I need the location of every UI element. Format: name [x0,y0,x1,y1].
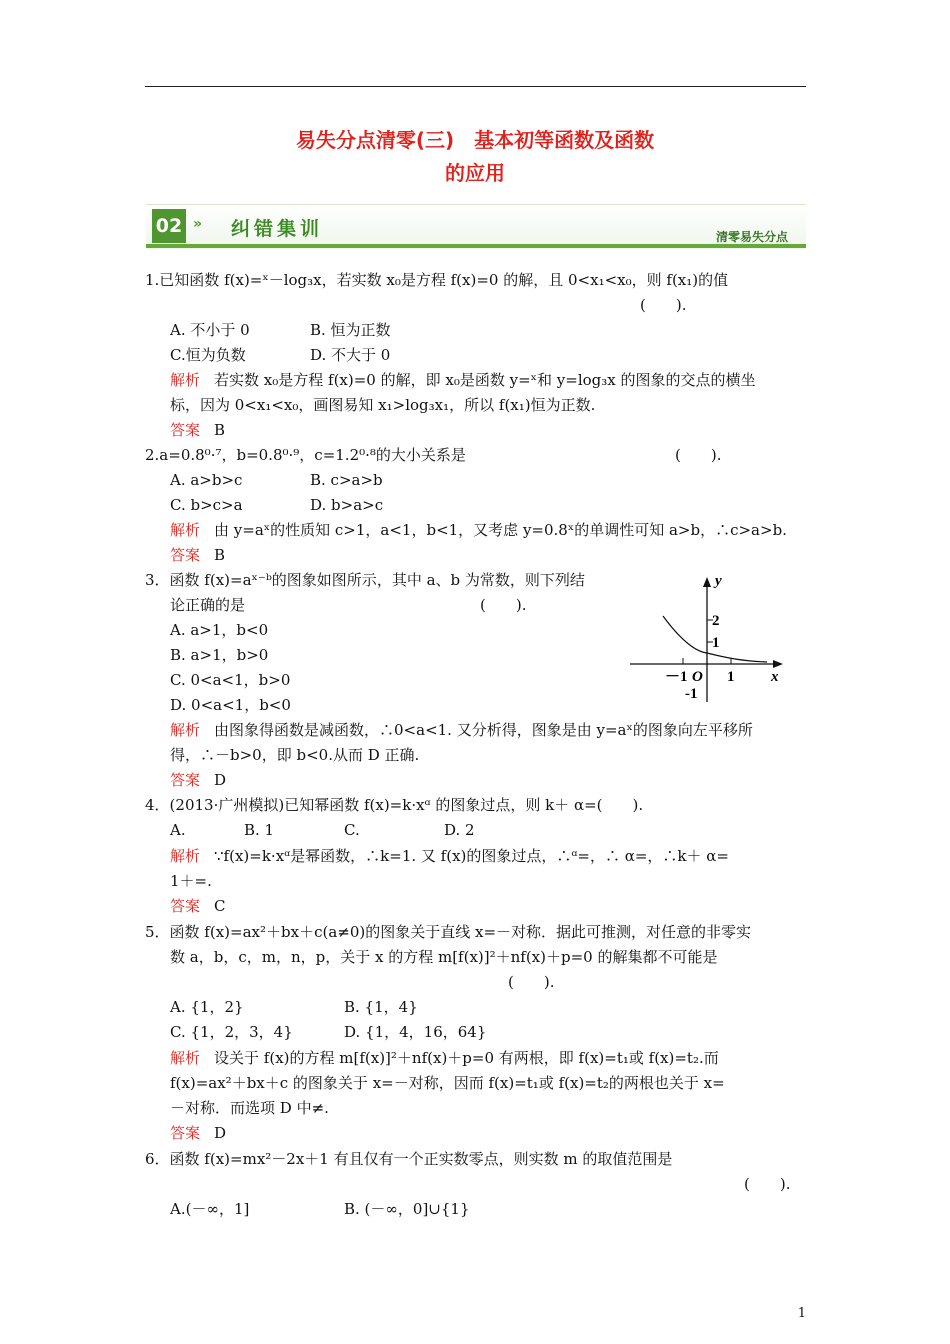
q1-analysis-line1: 解析 若实数 x₀是方程 f(x)=0 的解，即 x₀是函数 y=ˣ和 y=log₃x 的图象的交点的横坐 [170,371,756,389]
answer-label: 答案 [170,897,201,915]
y-axis-label: y [715,573,722,589]
q5-answer-paren: ( ). [508,973,555,991]
q2-answer-paren: ( ). [675,446,722,464]
q2-option-c: C. b>c>a [170,496,243,514]
banner-underline [146,244,806,248]
q1-analysis-line2: 标，因为 0<x₁<x₀，画图易知 x₁>log₃x₁，所以 f(x₁)恒为正数. [170,396,596,414]
q5-stem-line1: 5．函数 f(x)=ax²＋bx＋c(a≠0)的图象关于直线 x=－对称．据此可推测，对任意的非零实 [145,923,752,941]
answer-label: 答案 [170,421,201,439]
section-title: 纠错集训 [231,218,324,240]
answer-label: 答案 [170,771,201,789]
q5-option-c: C. {1，2，3，4} [170,1023,293,1041]
q1-answer-paren: ( ). [640,296,687,314]
q5-analysis-line2: f(x)=ax²＋bx＋c 的图象关于 x=－对称，因而 f(x)=t₁或 f(x)=t₂的两根也关于 x= [170,1074,725,1092]
q4-option-c: C. [344,821,360,839]
chevron-right-icon: » [193,216,203,232]
y-tick-label-2: 2 [712,613,720,629]
q4-option-a: A. [170,821,186,839]
analysis-label: 解析 [170,721,201,739]
q5-answer: 答案 D [170,1124,227,1142]
q2-analysis-line1: 解析 由 y=aˣ的性质知 c>1，a<1，b<1，又考虑 y=0.8ˣ的单调性可知 a>b，∴c>a>b. [170,521,787,539]
q3-stem-line2: 论正确的是 [170,596,246,614]
analysis-label: 解析 [170,1049,201,1067]
y-tick-label-neg1: -1 [685,686,698,702]
q2-option-b: B. c>a>b [310,471,383,489]
q2-option-a: A. a>b>c [170,471,243,489]
q6-option-b: B. (－∞，0]∪{1} [344,1200,470,1218]
q1-stem: 1.已知函数 f(x)=ˣ－log₃x，若实数 x₀是方程 f(x)=0 的解，且 0<x₁<x₀，则 f(x₁)的值 [145,271,729,289]
q3-option-b: B. a>1，b>0 [170,646,269,664]
q1-option-b: B. 恒为正数 [310,321,391,339]
x-axis-arrow [773,660,783,668]
q2-option-d: D. b>a>c [310,496,384,514]
x-tick-label-1: 1 [727,669,735,685]
q3-analysis-line1: 解析 由图象得函数是减函数，∴0<a<1. 又分析得，图象是由 y=aˣ的图象向左平移所 [170,721,753,739]
q4-analysis-line1: 解析 ∵f(x)=k·xᵅ是幂函数，∴k=1. 又 f(x)的图象过点，∴ᵅ=，∴ α=，∴k＋ α= [170,847,729,865]
q3-function-graph [627,572,792,707]
q5-option-a: A. {1，2} [170,998,244,1016]
q1-answer: 答案 B [170,421,226,439]
q3-option-d: D. 0<a<1，b<0 [170,696,291,714]
q5-option-b: B. {1，4} [344,998,418,1016]
q4-answer: 答案 C [170,897,226,915]
q3-option-a: A. a>1，b<0 [170,621,269,639]
q4-option-b: B. 1 [244,821,275,839]
q3-answer-paren: ( ). [480,596,527,614]
page-number: 1 [797,1306,806,1321]
q2-answer: 答案 B [170,546,226,564]
answer-label: 答案 [170,546,201,564]
header-rule [145,86,806,87]
analysis-label: 解析 [170,371,201,389]
analysis-label: 解析 [170,847,201,865]
origin-label: O [692,669,703,685]
q3-analysis-line2: 得，∴－b>0，即 b<0.从而 D 正确. [170,746,420,764]
q3-answer: 答案 D [170,771,227,789]
q6-option-a: A.(－∞，1] [170,1200,250,1218]
q5-option-d: D. {1，4，16，64} [344,1023,487,1041]
section-number-badge: 02 [152,209,186,243]
x-tick-label-neg1: －1 [665,669,688,685]
q1-option-a: A. 不小于 0 [170,321,250,339]
q4-analysis-line2: 1＋=. [170,872,212,890]
page-title-line1: 易失分点清零(三) 基本初等函数及函数 [295,128,655,152]
q5-analysis-line3: －对称．而选项 D 中≠. [170,1099,329,1117]
q1-option-d: D. 不大于 0 [310,346,391,364]
q2-stem: 2.a=0.8⁰·⁷，b=0.8⁰·⁹，c=1.2⁰·⁸的大小关系是 [145,446,466,464]
answer-label: 答案 [170,1124,201,1142]
q3-stem-line1: 3．函数 f(x)=aˣ⁻ᵇ的图象如图所示，其中 a、b 为常数，则下列结 [145,571,585,589]
q1-option-c: C.恒为负数 [170,346,246,364]
q3-option-c: C. 0<a<1，b>0 [170,671,291,689]
page-title-line2: 的应用 [445,161,505,185]
q6-stem: 6．函数 f(x)=mx²－2x＋1 有且仅有一个正实数零点，则实数 m 的取值范围是 [145,1150,673,1168]
q4-option-d: D. 2 [444,821,475,839]
y-tick-label-1: 1 [712,635,720,651]
analysis-label: 解析 [170,521,201,539]
q5-stem-line2: 数 a，b，c，m，n，p，关于 x 的方程 m[f(x)]²＋nf(x)＋p=0 的解集都不可能是 [170,948,718,966]
q4-stem: 4．(2013·广州模拟)已知幂函数 f(x)=k·xᵅ 的图象过点，则 k＋ α=( ). [145,796,644,814]
y-axis-arrow [703,577,711,587]
section-banner [146,204,806,248]
section-subtitle: 清零易失分点 [715,230,788,244]
q5-analysis-line1: 解析 设关于 f(x)的方程 m[f(x)]²＋nf(x)＋p=0 有两根，即 f(x)=t₁或 f(x)=t₂.而 [170,1049,719,1067]
x-axis-label: x [771,669,779,685]
q6-answer-paren: ( ). [744,1175,791,1193]
